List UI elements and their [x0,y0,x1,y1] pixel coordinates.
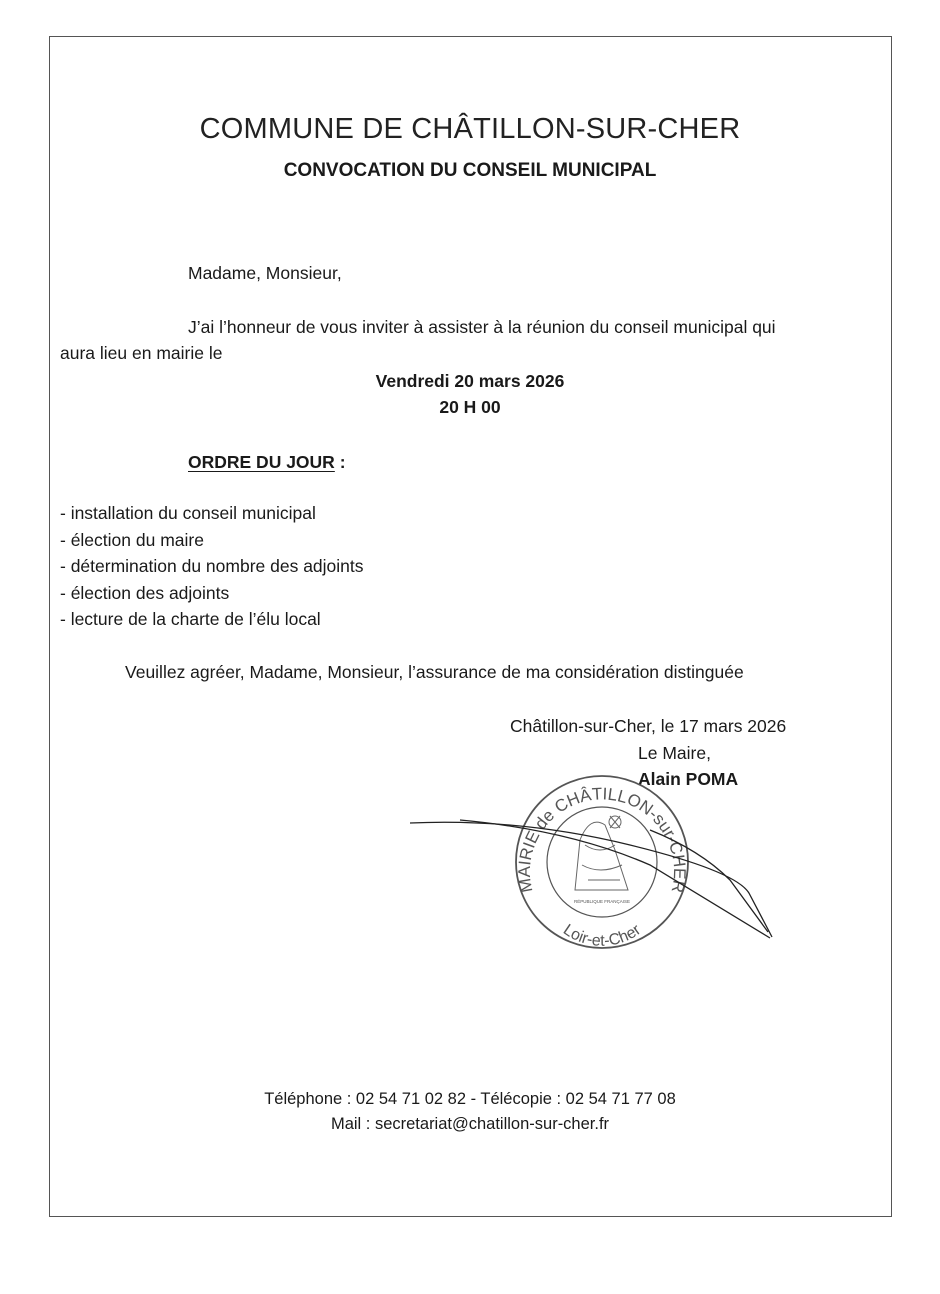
svg-text:Loir-et-Cher [560,921,645,950]
closing-formula: Veuillez agréer, Madame, Monsieur, l’assurance de ma considération distinguée [125,662,744,682]
agenda-item: - élection du maire [60,529,204,550]
contact-email: Mail : secretariat@chatillon-sur-cher.fr [330,1115,610,1133]
stamp-seal-lettering [515,784,689,950]
mayor-stamp-and-signature [400,770,790,950]
contact-phone-fax: Téléphone : 02 54 71 02 82 - Télécopie : 02 54 71 77 08 [264,1090,676,1108]
agenda-item: - élection des adjoints [60,582,230,603]
stamp-region-text: Loir-et-Cher [560,921,645,950]
agenda-item: - installation du conseil municipal [60,503,316,523]
signatory-role: Le Maire, [638,743,711,763]
document-subtitle: CONVOCATION DU CONSEIL MUNICIPAL [283,160,657,181]
mayor-name: Alain POMA [638,769,739,789]
agenda-heading [188,452,346,473]
meeting-time: 20 H 00 [439,397,501,417]
stamp-ring-text: MAIRIE de CHÂTILLON-sur-CHER [514,784,690,895]
agenda-heading-text: ORDRE DU JOUR [188,452,335,472]
invitation-line-1: J’ai l’honneur de vous inviter à assister à la réunion du conseil municipal qui [188,317,776,337]
stamp-small-text: RÉPUBLIQUE FRANÇAISE [573,899,631,904]
agenda-list [60,500,364,633]
commune-title: COMMUNE DE CHÂTILLON-SUR-CHER [199,113,741,145]
handwritten-signature [410,820,772,938]
salutation: Madame, Monsieur, [188,263,342,283]
agenda-item: - lecture de la charte de l’élu local [60,609,321,629]
meeting-date: Vendredi 20 mars 2026 [375,371,565,391]
agenda-heading-colon: : [334,452,346,472]
agenda-item: - détermination du nombre des adjoints [60,556,364,576]
invitation-line-2: aura lieu en mairie le [60,343,223,363]
place-and-date: Châtillon-sur-Cher, le 17 mars 2026 [510,716,787,736]
